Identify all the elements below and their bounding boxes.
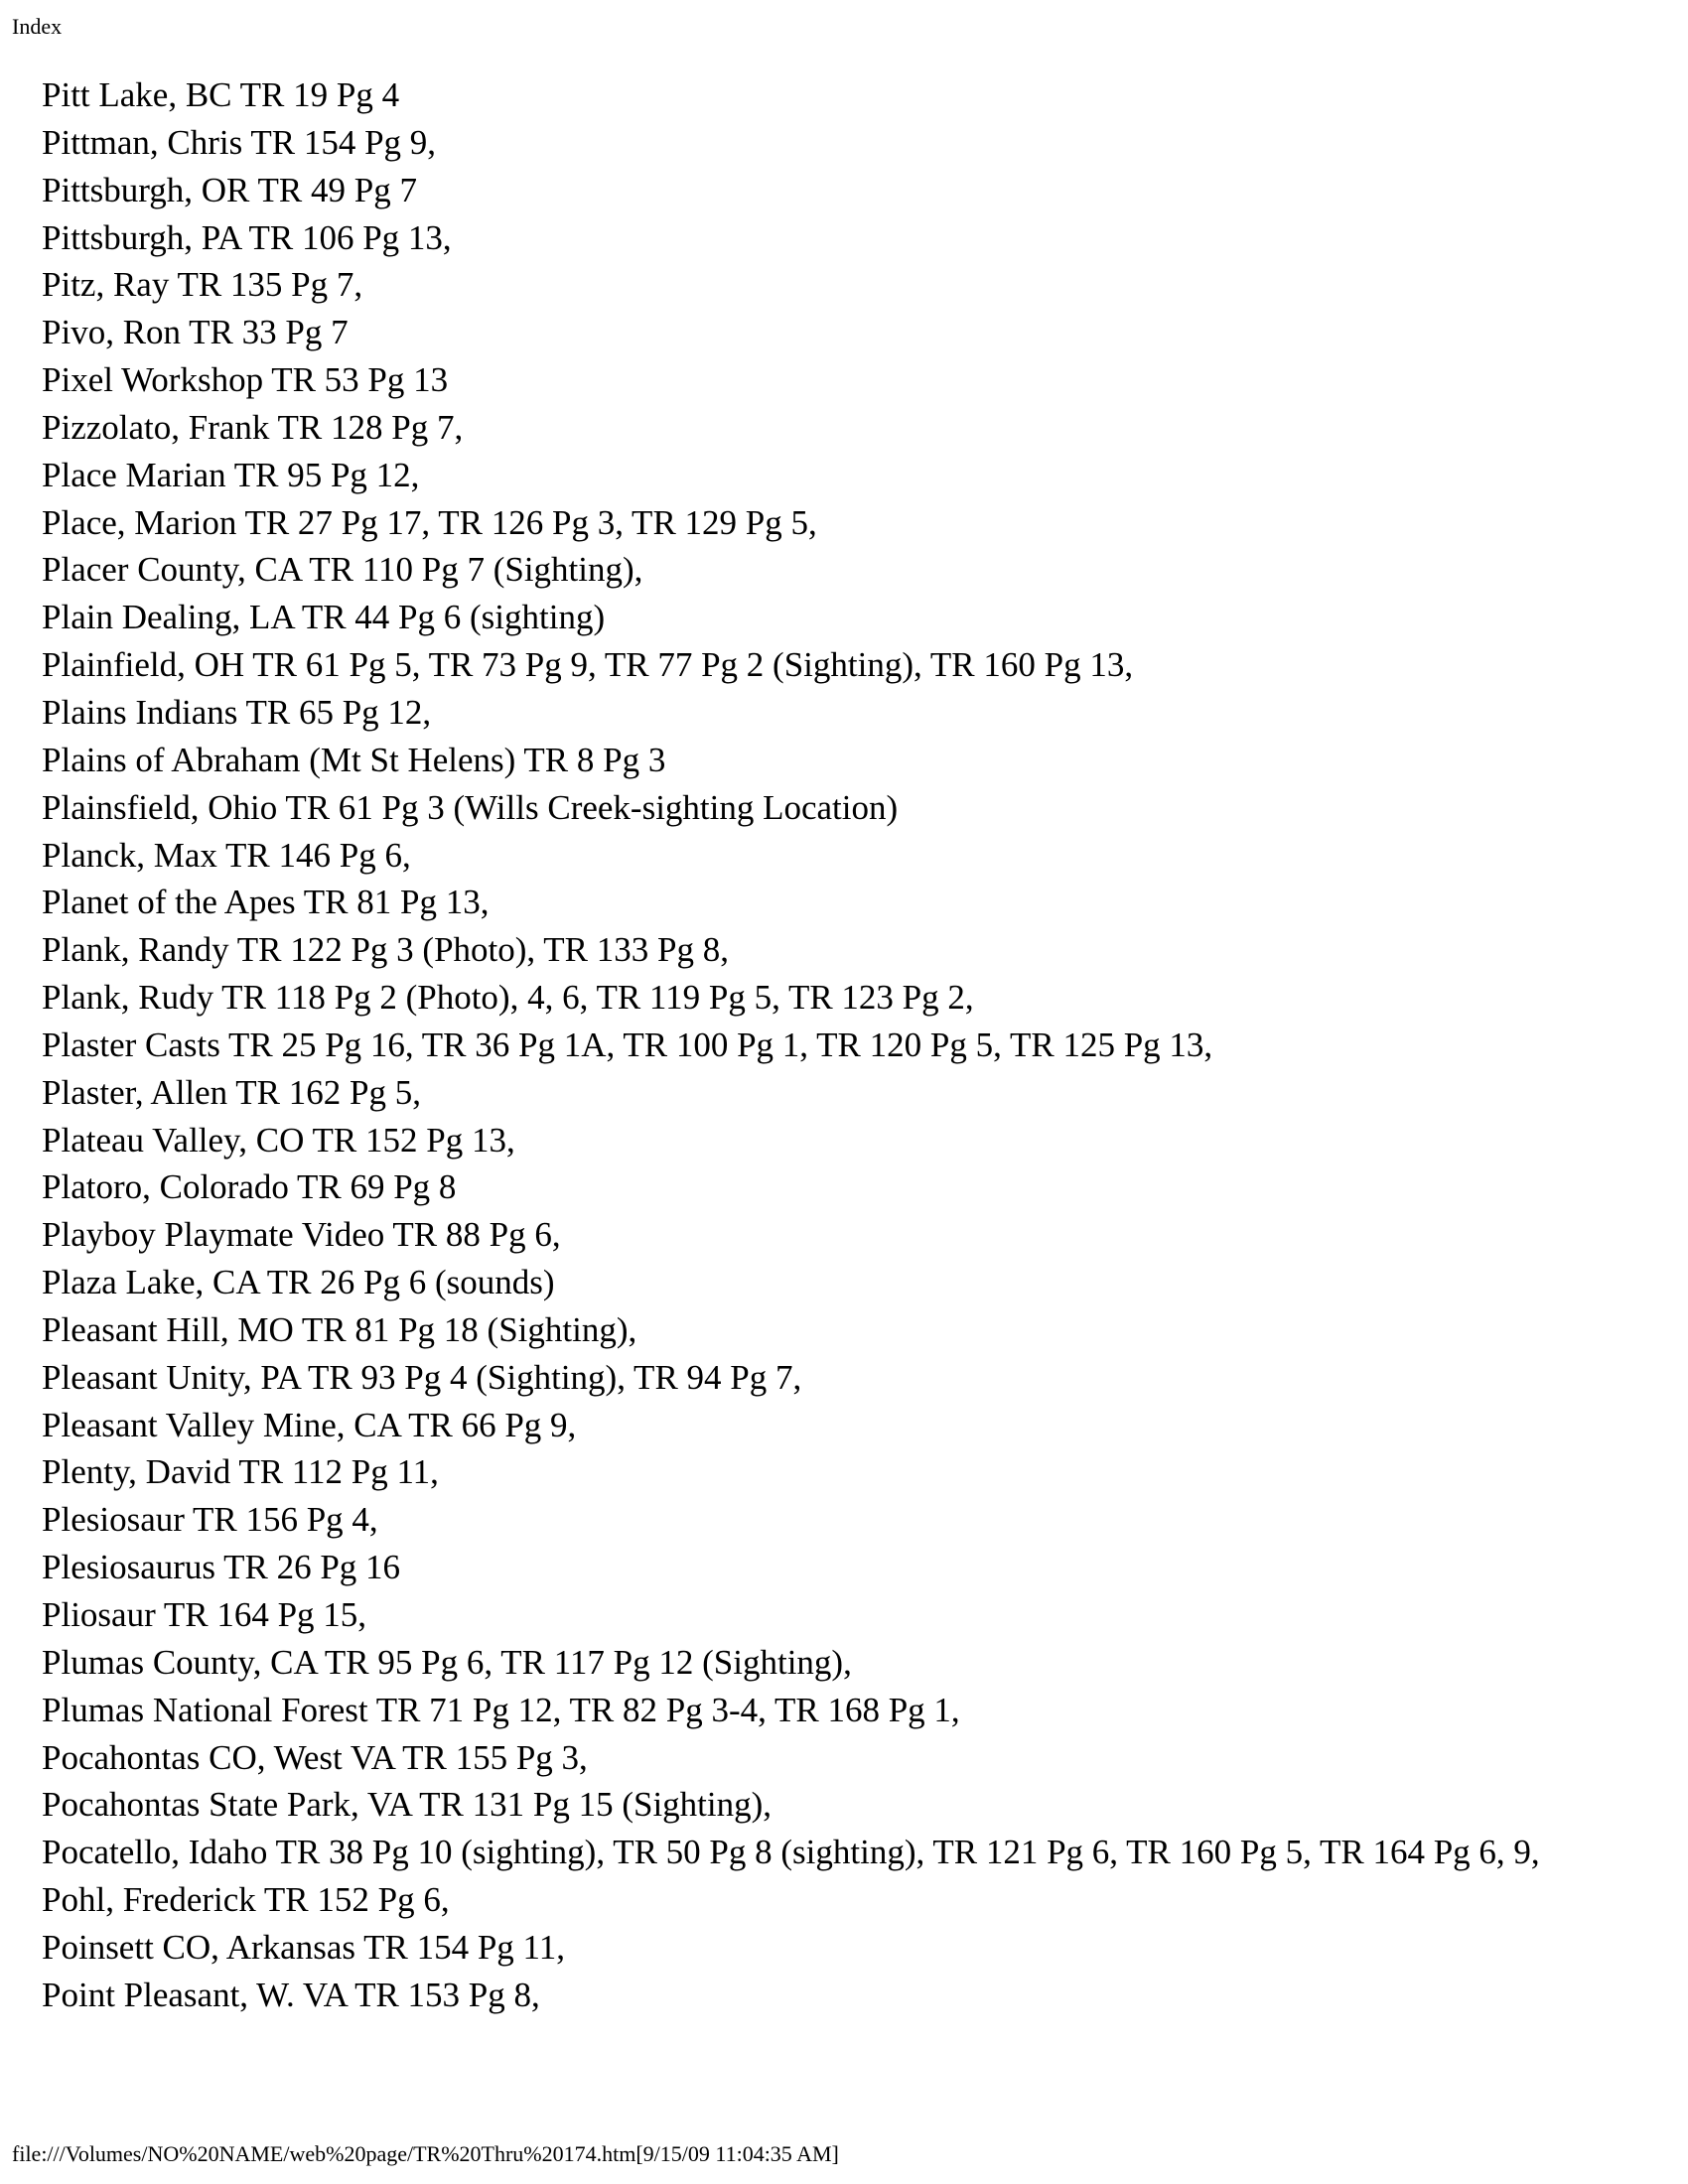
index-entry: Plains of Abraham (Mt St Helens) TR 8 Pg 3 [42,740,666,779]
index-entry: Plank, Randy TR 122 Pg 3 (Photo), TR 133 Pg 8, [42,930,729,970]
index-entry: Pittman, Chris TR 154 Pg 9, [42,122,437,162]
index-entry: Plainfield, OH TR 61 Pg 5, TR 73 Pg 9, TR 77 Pg 2 (Sighting), TR 160 Pg 13, [42,645,1134,685]
index-entry: Plains Indians TR 65 Pg 12, [42,692,432,732]
index-entry: Pittsburgh, PA TR 106 Pg 13, [42,217,452,257]
index-entry: Planck, Max TR 146 Pg 6, [42,835,411,875]
index-entry: Playboy Playmate Video TR 88 Pg 6, [42,1215,561,1255]
index-entry-list [42,71,1601,2019]
index-entry: Place Marian TR 95 Pg 12, [42,455,420,494]
index-entry: Pocatello, Idaho TR 38 Pg 10 (sighting), TR 50 Pg 8 (sighting), TR 121 Pg 6, TR 160 Pg 5, TR 164 Pg 6, 9, [42,1833,1540,1872]
index-entry: Pleasant Unity, PA TR 93 Pg 4 (Sighting), TR 94 Pg 7, [42,1357,802,1397]
index-entry: Pohl, Frederick TR 152 Pg 6, [42,1880,450,1920]
index-entry: Plumas National Forest TR 71 Pg 12, TR 82 Pg 3-4, TR 168 Pg 1, [42,1690,960,1729]
index-entry: Plank, Rudy TR 118 Pg 2 (Photo), 4, 6, TR 119 Pg 5, TR 123 Pg 2, [42,978,974,1018]
index-entry: Platoro, Colorado TR 69 Pg 8 [42,1167,457,1207]
index-entry: Plesiosaur TR 156 Pg 4, [42,1500,378,1540]
index-entry: Poinsett CO, Arkansas TR 154 Pg 11, [42,1927,565,1967]
index-entry: Pivo, Ron TR 33 Pg 7 [42,313,349,352]
index-entry: Pocahontas State Park, VA TR 131 Pg 15 (Sighting), [42,1785,773,1825]
index-entry: Pleasant Valley Mine, CA TR 66 Pg 9, [42,1405,577,1444]
index-entry: Pliosaur TR 164 Pg 15, [42,1595,367,1634]
page-title: Index [12,14,63,39]
index-entry: Point Pleasant, W. VA TR 153 Pg 8, [42,1975,540,2014]
index-entry: Plain Dealing, LA TR 44 Pg 6 (sighting) [42,598,606,637]
index-entry: Pittsburgh, OR TR 49 Pg 7 [42,170,417,209]
index-entry: Plainsfield, Ohio TR 61 Pg 3 (Wills Creek-sighting Location) [42,787,899,827]
index-entry: Plaster, Allen TR 162 Pg 5, [42,1072,421,1112]
index-entry: Plenty, David TR 112 Pg 11, [42,1452,439,1492]
index-entry: Plumas County, CA TR 95 Pg 6, TR 117 Pg 12 (Sighting), [42,1642,852,1682]
page-url-footer: file:///Volumes/NO%20NAME/web%20page/TR%20Thru%20174.htm[9/15/09 11:04:35 AM] [12,2141,839,2166]
index-entry: Pocahontas CO, West VA TR 155 Pg 3, [42,1737,588,1777]
index-entry: Plaster Casts TR 25 Pg 16, TR 36 Pg 1A, TR 100 Pg 1, TR 120 Pg 5, TR 125 Pg 13, [42,1024,1213,1064]
index-entry: Planet of the Apes TR 81 Pg 13, [42,883,490,922]
index-entry: Pizzolato, Frank TR 128 Pg 7, [42,407,464,447]
index-entry: Plesiosaurus TR 26 Pg 16 [42,1548,401,1587]
index-entry: Plaza Lake, CA TR 26 Pg 6 (sounds) [42,1263,555,1302]
index-entry: Place, Marion TR 27 Pg 17, TR 126 Pg 3, TR 129 Pg 5, [42,502,817,542]
index-entry: Pixel Workshop TR 53 Pg 13 [42,360,449,400]
index-entry: Pleasant Hill, MO TR 81 Pg 18 (Sighting), [42,1309,637,1349]
index-entry: Placer County, CA TR 110 Pg 7 (Sighting), [42,550,643,590]
index-entry: Pitz, Ray TR 135 Pg 7, [42,265,363,305]
index-entry: Pitt Lake, BC TR 19 Pg 4 [42,75,400,114]
index-entry: Plateau Valley, CO TR 152 Pg 13, [42,1120,515,1160]
